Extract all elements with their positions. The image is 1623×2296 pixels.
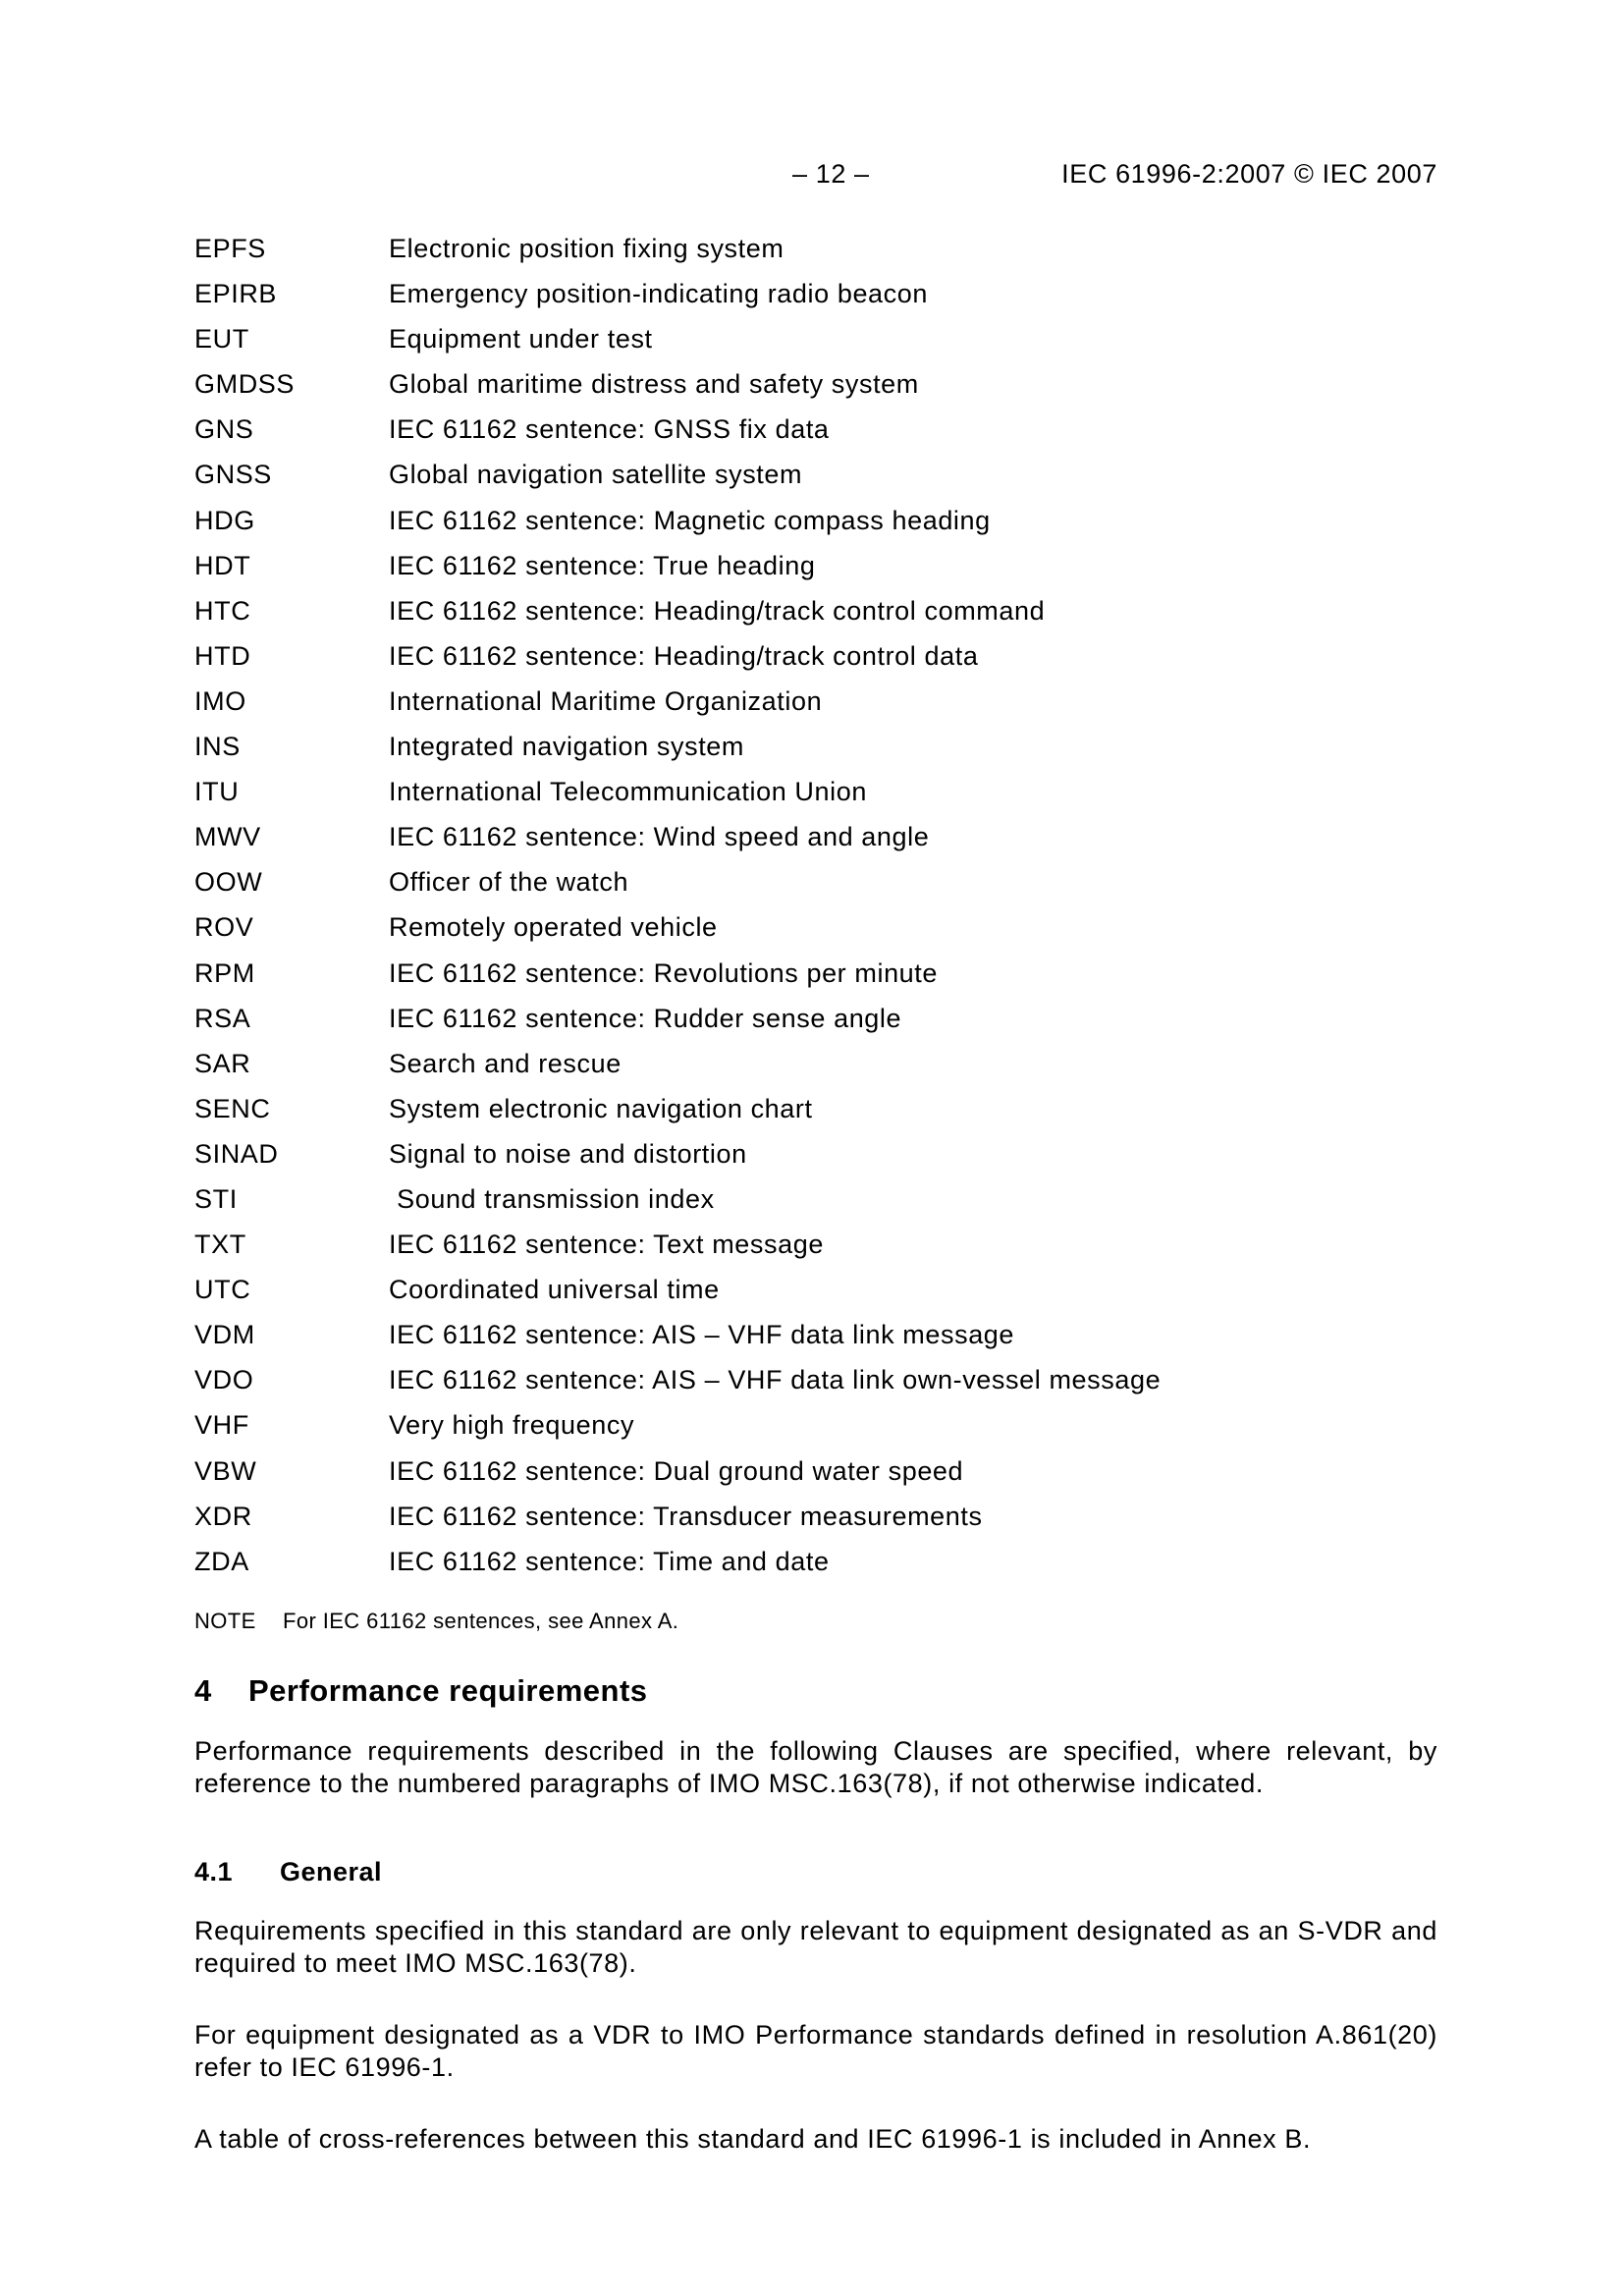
abbreviation-row bbox=[194, 231, 1437, 276]
abbreviation-row bbox=[194, 1181, 1437, 1227]
abbreviation-row bbox=[194, 366, 1437, 411]
abbreviation-row bbox=[194, 1544, 1437, 1589]
abbreviation-term: VDM bbox=[194, 1320, 255, 1350]
abbreviation-definition: International Maritime Organization bbox=[389, 685, 823, 716]
abbreviation-term: GMDSS bbox=[194, 369, 296, 400]
abbreviation-term: HDG bbox=[194, 505, 255, 535]
abbreviation-list bbox=[194, 231, 1437, 1589]
page-number: – 12 – bbox=[792, 159, 870, 189]
abbreviation-term: INS bbox=[194, 732, 241, 762]
abbreviation-row bbox=[194, 909, 1437, 955]
abbreviation-row bbox=[194, 819, 1437, 864]
abbreviation-definition: Global maritime distress and safety system bbox=[389, 369, 919, 400]
abbreviation-term: HTD bbox=[194, 640, 251, 671]
abbreviation-definition: IEC 61162 sentence: Transducer measurements bbox=[389, 1501, 983, 1531]
section-number: 4 bbox=[194, 1673, 212, 1708]
abbreviation-term: MWV bbox=[194, 822, 261, 852]
abbreviation-term: EPIRB bbox=[194, 279, 278, 309]
abbreviation-row bbox=[194, 1091, 1437, 1136]
abbreviation-definition: System electronic navigation chart bbox=[389, 1093, 813, 1123]
abbreviation-term: ROV bbox=[194, 912, 254, 943]
abbreviation-term: STI bbox=[194, 1183, 238, 1214]
section-heading bbox=[194, 1671, 648, 1711]
page-header bbox=[194, 159, 1437, 194]
abbreviation-definition: Search and rescue bbox=[389, 1048, 622, 1078]
abbreviation-row bbox=[194, 411, 1437, 457]
abbreviation-term: XDR bbox=[194, 1501, 252, 1531]
abbreviation-definition: IEC 61162 sentence: True heading bbox=[389, 550, 816, 580]
abbreviation-row bbox=[194, 1136, 1437, 1181]
abbreviation-definition: IEC 61162 sentence: AIS – VHF data link own-vessel message bbox=[389, 1365, 1162, 1395]
abbreviation-definition: Emergency position-indicating radio beacon bbox=[389, 279, 929, 309]
abbreviation-row bbox=[194, 1227, 1437, 1272]
abbreviation-term: SENC bbox=[194, 1093, 271, 1123]
note-label: NOTE bbox=[194, 1609, 256, 1633]
abbreviation-definition: IEC 61162 sentence: Rudder sense angle bbox=[389, 1003, 902, 1033]
abbreviation-row bbox=[194, 1499, 1437, 1544]
subsection-number: 4.1 bbox=[194, 1857, 234, 1886]
abbreviation-term: HTC bbox=[194, 595, 251, 626]
abbreviation-row bbox=[194, 276, 1437, 321]
abbreviation-row bbox=[194, 638, 1437, 683]
abbreviation-definition: IEC 61162 sentence: Revolutions per minute bbox=[389, 957, 939, 988]
abbreviation-row bbox=[194, 956, 1437, 1001]
abbreviation-definition: Coordinated universal time bbox=[389, 1275, 720, 1305]
abbreviation-definition: IEC 61162 sentence: Time and date bbox=[389, 1546, 830, 1576]
abbreviation-definition: Signal to noise and distortion bbox=[389, 1138, 747, 1169]
abbreviation-row bbox=[194, 774, 1437, 819]
abbreviation-term: RPM bbox=[194, 957, 255, 988]
abbreviation-term: UTC bbox=[194, 1275, 251, 1305]
abbreviation-row bbox=[194, 457, 1437, 502]
abbreviation-definition: IEC 61162 sentence: Wind speed and angle bbox=[389, 822, 930, 852]
abbreviation-term: GNS bbox=[194, 414, 254, 445]
abbreviation-row bbox=[194, 683, 1437, 729]
abbreviation-term: OOW bbox=[194, 867, 263, 898]
abbreviation-row bbox=[194, 503, 1437, 548]
abbreviation-row bbox=[194, 1001, 1437, 1046]
abbreviation-row bbox=[194, 593, 1437, 638]
abbreviation-row bbox=[194, 864, 1437, 909]
general-paragraph-2: For equipment designated as a VDR to IMO Performance standards defined in resolution A.861(20) refer to IEC 61996-1. bbox=[194, 2020, 1437, 2082]
abbreviation-definition: Equipment under test bbox=[389, 324, 653, 355]
abbreviation-term: VBW bbox=[194, 1455, 257, 1486]
abbreviation-row bbox=[194, 1317, 1437, 1362]
abbreviation-term: VHF bbox=[194, 1410, 249, 1441]
abbreviation-definition: Officer of the watch bbox=[389, 867, 629, 898]
abbreviation-definition: Integrated navigation system bbox=[389, 732, 744, 762]
abbreviation-definition: Electronic position fixing system bbox=[389, 234, 784, 263]
abbreviation-term: EUT bbox=[194, 324, 249, 355]
abbreviation-row bbox=[194, 1453, 1437, 1499]
abbreviation-term: SAR bbox=[194, 1048, 251, 1078]
abbreviation-definition: IEC 61162 sentence: Dual ground water speed bbox=[389, 1455, 964, 1486]
section-title: Performance requirements bbox=[248, 1673, 648, 1708]
abbreviation-term: EPFS bbox=[194, 234, 266, 263]
note-text: For IEC 61162 sentences, see Annex A. bbox=[283, 1609, 679, 1633]
abbreviation-definition: International Telecommunication Union bbox=[389, 777, 867, 807]
subsection-heading bbox=[194, 1854, 382, 1889]
abbreviation-definition: Sound transmission index bbox=[389, 1183, 715, 1214]
abbreviation-row bbox=[194, 1272, 1437, 1317]
note bbox=[194, 1607, 678, 1636]
abbreviation-row bbox=[194, 1046, 1437, 1091]
document-identifier: IEC 61996-2:2007 © IEC 2007 bbox=[1061, 159, 1437, 189]
abbreviation-term: SINAD bbox=[194, 1138, 279, 1169]
abbreviation-definition: Remotely operated vehicle bbox=[389, 912, 718, 943]
abbreviation-definition: IEC 61162 sentence: AIS – VHF data link message bbox=[389, 1320, 1015, 1350]
abbreviation-definition: IEC 61162 sentence: Heading/track control command bbox=[389, 595, 1046, 626]
subsection-title: General bbox=[280, 1857, 383, 1886]
abbreviation-row bbox=[194, 548, 1437, 593]
abbreviation-term: RSA bbox=[194, 1003, 251, 1033]
abbreviation-row bbox=[194, 1362, 1437, 1407]
abbreviation-definition: IEC 61162 sentence: Text message bbox=[389, 1230, 824, 1260]
abbreviation-term: HDT bbox=[194, 550, 251, 580]
abbreviation-term: GNSS bbox=[194, 460, 272, 490]
general-paragraph-1: Requirements specified in this standard are only relevant to equipment designated as an S-VDR and required to meet IMO MSC.163(78). bbox=[194, 1916, 1437, 1978]
abbreviation-row bbox=[194, 729, 1437, 774]
general-paragraph-3: A table of cross-references between this standard and IEC 61996-1 is included in Annex B. bbox=[194, 2124, 1312, 2154]
abbreviation-term: IMO bbox=[194, 685, 246, 716]
abbreviation-definition: IEC 61162 sentence: Heading/track control data bbox=[389, 640, 979, 671]
abbreviation-term: VDO bbox=[194, 1365, 254, 1395]
abbreviation-term: TXT bbox=[194, 1230, 246, 1260]
abbreviation-term: ZDA bbox=[194, 1546, 249, 1576]
abbreviation-row bbox=[194, 1407, 1437, 1452]
abbreviation-definition: IEC 61162 sentence: GNSS fix data bbox=[389, 414, 830, 445]
section-intro-paragraph: Performance requirements described in the following Clauses are specified, where relevant, by reference to the numbered paragraphs of IMO MSC.163(78), if not otherwise indicated. bbox=[194, 1736, 1437, 1798]
abbreviation-definition: IEC 61162 sentence: Magnetic compass heading bbox=[389, 505, 991, 535]
abbreviation-row bbox=[194, 321, 1437, 366]
abbreviation-definition: Global navigation satellite system bbox=[389, 460, 803, 490]
abbreviation-definition: Very high frequency bbox=[389, 1410, 635, 1441]
abbreviation-term: ITU bbox=[194, 777, 240, 807]
